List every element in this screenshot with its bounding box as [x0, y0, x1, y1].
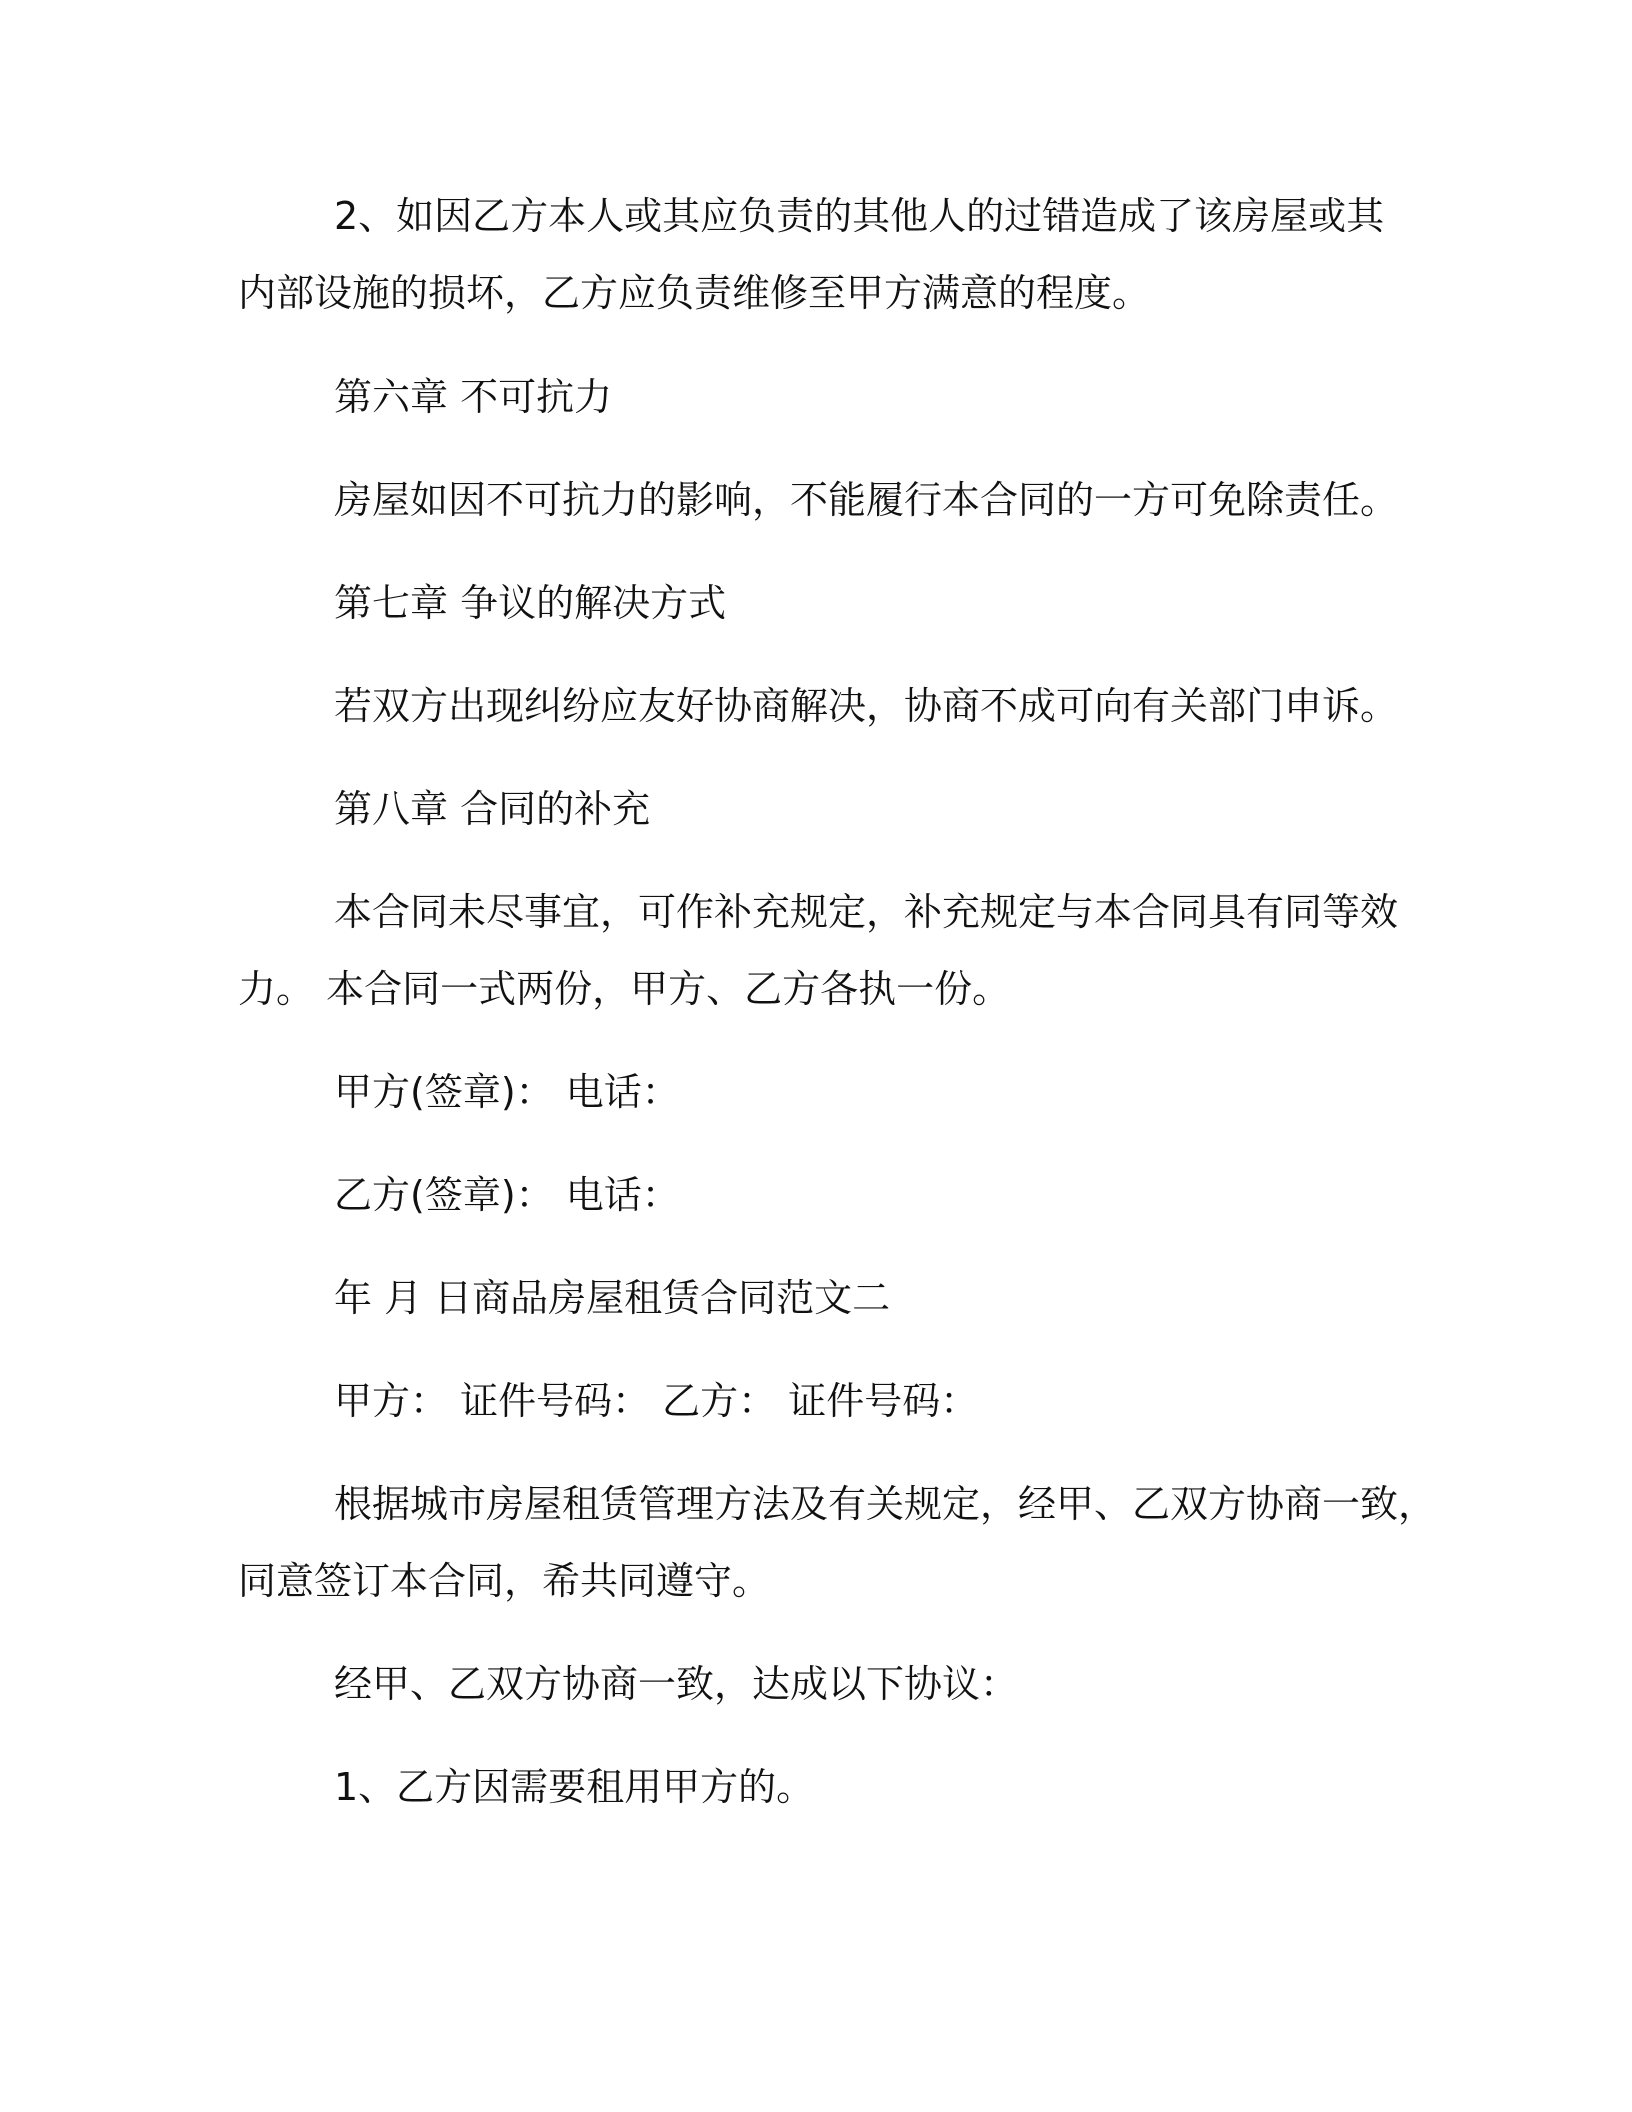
chapter-heading: 第七章 争议的解决方式	[334, 581, 727, 625]
paragraph-line: 同意签订本合同，希共同遵守。	[238, 1559, 771, 1603]
signature-line: 乙方(签章)： 电话：	[334, 1173, 680, 1217]
paragraph-line: 房屋如因不可抗力的影响，不能履行本合同的一方可免除责任。	[334, 478, 1399, 522]
paragraph-line: 2、如因乙方本人或其应负责的其他人的过错造成了该房屋或其	[334, 194, 1385, 238]
paragraph-line: 根据城市房屋租赁管理方法及有关规定，经甲、乙双方协商一致，	[334, 1482, 1437, 1526]
date-title-line: 年 月 日商品房屋租赁合同范文二	[334, 1276, 891, 1320]
chapter-heading: 第八章 合同的补充	[334, 787, 651, 831]
chapter-heading: 第六章 不可抗力	[334, 375, 613, 419]
parties-line: 甲方： 证件号码： 乙方： 证件号码：	[334, 1379, 979, 1423]
paragraph-line: 内部设施的损坏，乙方应负责维修至甲方满意的程度。	[238, 271, 1151, 315]
paragraph-line: 本合同未尽事宜，可作补充规定，补充规定与本合同具有同等效	[334, 890, 1399, 934]
paragraph-line: 经甲、乙双方协商一致，达成以下协议：	[334, 1662, 1019, 1706]
signature-line: 甲方(签章)： 电话：	[334, 1070, 680, 1114]
clause-line: 1、乙方因需要租用甲方的。	[334, 1765, 815, 1809]
paragraph-line: 力。 本合同一式两份，甲方、乙方各执一份。	[238, 967, 1011, 1011]
paragraph-line: 若双方出现纠纷应友好协商解决，协商不成可向有关部门申诉。	[334, 684, 1399, 728]
